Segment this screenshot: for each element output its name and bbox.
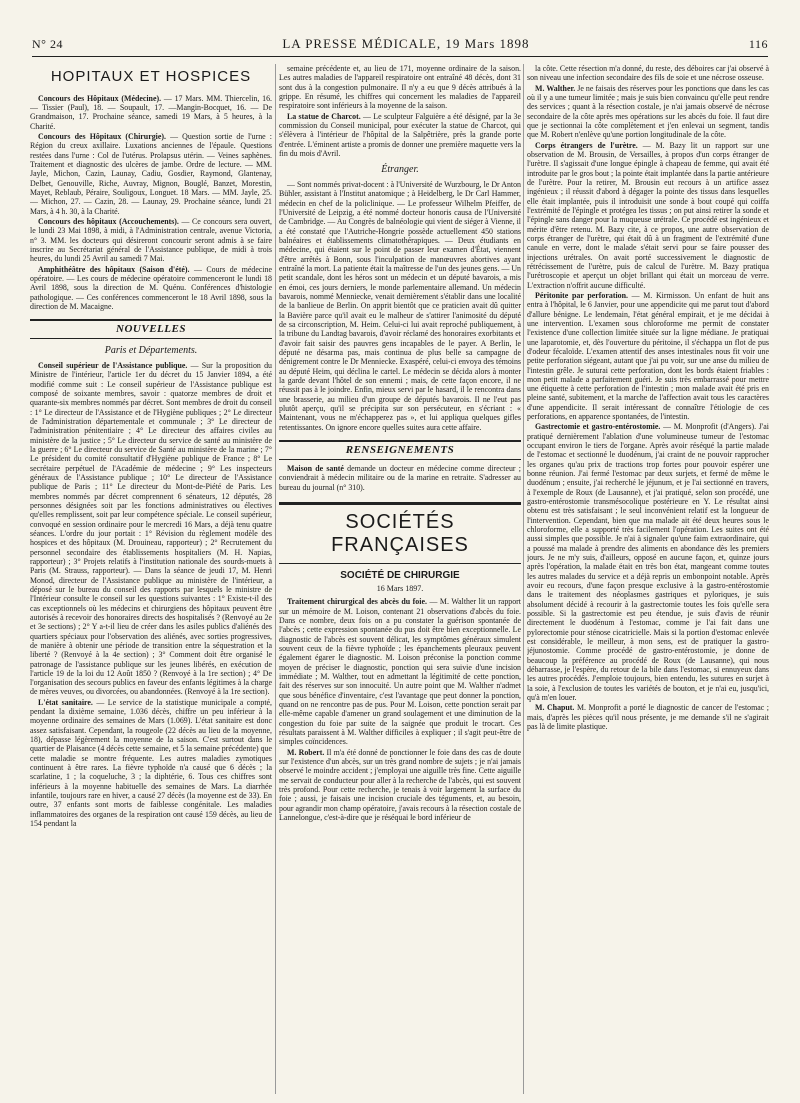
paragraph-group (30, 94, 272, 312)
article-paragraph (30, 265, 272, 312)
article-paragraph (30, 217, 272, 264)
paragraph-group (279, 464, 521, 492)
page-number: 116 (748, 37, 768, 51)
page-header (32, 36, 768, 57)
article-text: demande un docteur en médecine comme directeur ; conviendrait à médecin militaire ou de la marine en retraite. S'adresser au bureau du journal (n° 310). (279, 463, 521, 492)
session-date: 16 Mars 1897. (376, 583, 424, 593)
article-title: Conseil supérieur de l'Assistance publique. (38, 361, 188, 370)
article-paragraph (527, 291, 769, 422)
paragraph-group (30, 361, 272, 828)
societies-heading: SOCIÉTÉS FRANÇAISES (279, 502, 521, 564)
article-paragraph (279, 464, 521, 492)
article-text: — Le service de la statistique municipale a compté, pendant la dixième semaine, 1.036 décès, chiffre un peu inférieur à la moyenne ordinaire des semaines de Mars (1.069). L'état sanitaire est donc assez satisfaisant. Cependant, la rougeole (22 décès au lieu de la moyenne, 18), dépasse légèrement la moyenne de la saison. C'est surtout dans le quartier de Plaisance (4 décès cette semaine, et 5 la semaine précédente) que cette maladie se montre fréquente. Les autres maladies zymotiques continuent à être rares. La fièvre typhoïde n'a causé que 6 décès ; la scarlatine, 1 ; la coqueluche, 3 ; la diphtérie, 6. Tous ces chiffres sont inférieurs à la moyenne habituelle des semaines de Mars. La diarrhée infantile, toujours rare en hiver, a causé 27 décès (la moyenne est de 33). En outre, 37 enfants sont morts de faiblesse congénitale. Les maladies inflammatoires des organes de la respiration ont causé 159 décès, au lieu de 154 pendant la (30, 697, 272, 829)
article-paragraph (527, 84, 769, 140)
article-text: — Cours de médecine opératoire. — Les cours de médecine opératoire commenceront le lundi 18 Avril 1898, sous la direction de M. Quénu. Conférences d'histologie pathologique. — Ces conférences commenceront le 18 Avril 1898, sous la direction de M. Macaigne. (30, 264, 272, 311)
article-paragraph (527, 422, 769, 702)
article-title: Maison de santé (287, 463, 344, 473)
column-2 (279, 64, 521, 1099)
article-text: — Ce concours sera ouvert, le lundi 23 Mai 1898, à midi, à l'Administration centrale, avenue Victoria, n° 3. MM. les docteurs qui désireront concourir seront admis à se faire inscrire au Secrétariat général de l'Assistance publique, de midi à trois heures, du lundi 25 Avril au samedi 7 Mai. (30, 216, 272, 264)
article-text: — M. Walther lit un rapport sur un mémoire de M. Loison, contenant 21 observations d'abcès du foie. Dans ce nombre, deux fois on a pu constater la guérison spontanée de l'abcès ; cette expression spontanée du pus doit être bien exceptionnelle. Le diagnostic de l'abcès est souvent délicat, les symptômes généraux simulent souvent ceux de la fièvre typhoïde ; les épanchements pleuraux peuvent également égarer le diagnostic. M. Loison préconise la ponction comme moyen de préciser le diagnostic, ponction qui sera suivie d'une incision immédiate ; M. Walther, tout en admettant la légitimité de cette ponction, fait des réserves sur son innocuité. Un autre point que M. Walther n'admet que sous bénéfice d'inventaire, c'est l'avantage que peut donner la ponction, quand on ne rencontre pas de pus. Pour M. Loison, cette ponction serait par elle-même capable d'amener un grand soulagement et une diminution de la congestion du foie par suite de la saignée que produit le trocart. Ces résultats paraissent à M. Walther difficiles à expliquer ; il s'agit peut-être de simples coïncidences. (279, 597, 521, 747)
article-text: — M. Kirmisson. Un enfant de huit ans entra à l'hôpital, le 6 Janvier, pour une appendicite qui me parut tout d'abord d'allure bénigne. Le lendemain, l'état général empirait, et je me décidai à une intervention. L'examen sous chloroforme me permit de constater l'existence d'une collection limitée située sur la ligne médiane. Je pratiquai une laparotomie, et, dès l'ouverture du péritoine, il s'échappa un flot de pus d'odeur fécaloïde. L'examen attentif des anses intestinales nous fit voir une petite perforation siégeant, autant que j'ai pu voir, sur une anse du milieu de l'intestin grêle. Je suturai cette perforation, dont les bords étaient friables : mon petit malade a parfaitement guéri. Je suis très embarrassé pour mettre une étiquette à cette perforation de l'intestin ; mon malade avait été pris en pleine santé, subitement, et la marche de l'affection avait tous les caractères d'une appendicite. Il serait intéressant de connaître l'étiologie de ces perforations, en apparence spontanées, de l'intestin. (527, 290, 769, 422)
article-text: — M. Bazy lit un rapport sur une observation de M. Brousin, de Versailles, à propos d'un corps étranger de l'urètre. Il s'agissait d'une longue épingle à chapeau de femme, qui avait été introduite par le gros bout ; la pointe était implantée dans la partie antérieure de l'urètre. Pour la retirer, M. Brousin eut recours à un artifice assez ingénieux ; il réussit d'abord à dégager la pointe des tissus dans lesquelles elle était implantée, puis il introduisit une sonde à bout coupé qui coiffa l'extrémité de l'épingle et protégea les tissus ; on put ainsi retirer la sonde et l'épingle sans danger pour la muqueuse urétrale. Ce procédé est ingénieux et mérite d'être retenu. M. Bazy cite, à ce propos, une autre observation de corps étranger de l'urètre, qui était dû à un fragment de l'extrémité d'une canule en verre, dont le malade s'était servi pour se faire pousser des injections urétrales. On avait porté successivement le diagnostic de rétrécissement de l'urètre, puis de calcul de l'urètre. M. Bazy pratiqua l'urétroscopie et aperçut un objet brillant qui était un morceau de verre. L'extraction n'offrit aucune difficulté. (527, 140, 769, 290)
article-title: Concours des hôpitaux (Accouchements). (38, 216, 179, 226)
column-1 (30, 64, 272, 1099)
article-title: Concours des Hôpitaux (Médecine). (38, 93, 162, 103)
article-title: M. Walther. (535, 83, 576, 93)
paragraph-group (279, 64, 521, 158)
article-title: M. Chaput. (535, 703, 575, 713)
article-paragraph (279, 64, 521, 111)
subsection-heading: Étranger. (381, 164, 419, 176)
article-text: — Sont nommés privat-docent : à l'Université de Wurzbourg, le Dr Anton Bühler, assistant à l'Institut anatomique ; à Heidelberg, le Dr Carl Hammer, médecin en chef de la policlinique. — Le professeur Wilhelm Pfeiffer, de l'Université de Leipzig, a été nommé docteur honoris causa de l'Université de Cambridge. — Au Congrès de balnéologie qui vient de siéger à Vienne, il a été constaté que l'Autriche-Hongrie possède actuellement 450 stations balnéaires et établissements climatothérapiques. — Deux étudiants en médecine, qui étaient sur le point de passer leur examen d'État, viennent d'être arrêtés à Bonn, sous l'inculpation de manœuvres abortives ayant entraîné la mort. La patiente était la maîtresse de l'un des jeunes gens. — Un petit scandale, dont les héros sont un médecin et un député bavarois, a mis en émoi, ces jours derniers, le monde parlementaire allemand. Un médecin bavarois, nommé Menniecke, venait dernièrement s'établir dans une localité de la banlieue de Berlin. On apprit bientôt que ce praticien avait dû quitter la Bavière parce qu'il avait eu le malheur de s'attirer l'animosité du député de sa circonscription, M. Heim. Celui-ci lui avait reproché publiquement, à la tribune du Landtag bavarois, d'avoir réclamé des honoraires exorbitants et d'avoir fait saisir des pauvres gens incapables de le payer. A Berlin, le député ne désarma pas, mais continua de plus belle sa campagne de dénigrement contre le Dr Menniecke. Exaspéré, celui-ci envoya des témoins au député Heim, qui déclina le cartel. Le médecin se décida alors à monter la garde devant l'hôtel de son ennemi ; mais, de cette façon encore, il ne réussit pas à le joindre. Enfin, mieux servi par le hasard, il le rencontra dans une brasserie, au milieu d'un groupe de députés bavarois. Il ne l'eut pas plutôt aperçu, qu'il se précipita sur son persécuteur, en s'écriant : « Maintenant, vous ne m'échapperez pas », et lui appliqua quelques gifles retentissantes. On ignore encore quelles suites aura cette affaire. (279, 180, 521, 432)
society-name: SOCIÉTÉ DE CHIRURGIE (340, 570, 460, 582)
section-heading: NOUVELLES (30, 319, 272, 339)
article-text: — Le sculpteur Falguière a été désigné, par la 3e commission du Conseil municipal, pour exécuter la statue de Charcot, qui s'élèvera à l'intérieur de l'hôpital de la Salpêtrière, près la grande porte d'entrée. L'éminent artiste a promis de donner une première maquette vers la fin du mois d'Avril. (279, 111, 521, 158)
journal-title: LA PRESSE MÉDICALE, 19 Mars 1898 (282, 36, 530, 51)
article-text: semaine précédente et, au lieu de 171, moyenne ordinaire de la saison. Les autres maladies de l'appareil respiratoire ont entraîné 48 décès, dont 31 sont dus à la congestion pulmonaire. Il n'y a eu que 9 décès attribués à la grippe. En résumé, les chiffres qui concernent les maladies de l'appareil respiratoire sont inférieurs à la moyenne de la saison. (279, 64, 521, 111)
article-paragraph (527, 141, 769, 290)
article-title: Traitement chirurgical des abcès du foie. (287, 597, 427, 607)
subsection-heading: Paris et Départements. (104, 345, 198, 357)
article-text: Il m'a été donné de ponctionner le foie dans des cas de doute sur l'existence d'un abcès, sur un très grand nombre de sujets ; je n'ai jamais observé le moindre accident ; j'employai une aiguille très fine. Cette aiguille me servait de conducteur pour aller à la recherche de l'abcès, qui est souvent très profond. Pour cette recherche, je tenais à voir largement la surface du foie ; aussi, je faisais une incision cruciale des téguments, et, au besoin, pour agrandir mon champ opératoire, j'avais recours à la résection costale de Lannelongue, c'est-à-dire que je réséquai le bord inférieur de (279, 747, 521, 822)
article-text: Je ne faisais des réserves pour les ponctions que dans les cas où il y a une tumeur limitée ; mais je suis bien convaincu qu'elle peut rendre des services ; quant à la résection costale, je n'ai jamais observé de nécrose secondaire de la côte après mes opérations sur les abcès du foie. Il faut dire que je sectionnai la côte complètement et j'en enlevai un segment, tandis que M. Robert n'enlève qu'une portion longitudinale de la côte. (527, 83, 769, 140)
article-paragraph (30, 132, 272, 216)
article-paragraph (279, 597, 521, 746)
paragraph-group (279, 180, 521, 432)
article-text: la côte. Cette résection m'a donné, du reste, des déboires car j'ai observé à son niveau une infection secondaire des fils de soie et une nécrose osseuse. (527, 64, 769, 83)
article-title: Corps étrangers de l'urètre. (535, 140, 638, 150)
article-text: — Sur la proposition du Ministre de l'intérieur, l'article 1er du décret du 15 Janvier 1894, a été modifié comme suit : Le conseil supérieur de l'Assistance publique est composé de soixante membres, savoir : quatorze membres de droit et quarante-six membres nommés par décret. Sont membres de droit du conseil : 1° Le directeur de l'Assistance et de l'Hygiène publiques ; 2° Le directeur de l'administration départementale et communale ; 3° Le directeur de l'administration pénitentiaire ; 4° Le directeur des affaires civiles au ministère de la justice ; 5° Le directeur du service de santé au ministère de la guerre ; 6° Le directeur du service de Santé au ministère de la marine ; 7° Le président du comité consultatif d'Hygiène publique de France ; 8° Le secrétaire perpétuel de l'Académie de médecine ; 9° Les inspecteurs généraux de l'Assistance publique ; 10° Le directeur de l'Assistance publique de Paris ; 11° Le directeur du Mont-de-Piété de Paris. Les membres nommés par décret comprennent 6 sénateurs, 12 députés, 28 personnes désignées soit par les fonctions administratives ou électives qu'elles remplissent, soit par leur compétence spéciale. Le conseil supérieur, convoqué en session ordinaire pour le mercredi 16 Mars, a déjà tenu quatre séances. L'ordre du jour portait : 1° Révision du règlement modèle des hospices et des hôpitaux (M. Drouineau, rapporteur) ; 2° Recrutement du personnel secondaire des établissements hospitaliers (M. H. Napias, rapporteur) ; 3° Projets relatifs à l'institution nationale des sourds-muets à Paris (M. Strauss, rapporteur). — Dans la séance de jeudi 17, M. Henri Monod, directeur de l'Assistance publique au ministère de l'intérieur, a déposé sur le bureau du conseil des rapports par lesquels le ministre de l'Intérieur consulte le conseil sur les questions suivantes : 1° Existe-t-il des cas exceptionnels où les médecins et chirurgiens des hôpitaux peuvent être autorisés à recevoir des honoraires directs des hospitalisés ? (Renvoyé au 2e et 3e sections) ; 2° Y a-t-il lieu de créer dans les asiles publics d'aliénés des quartiers spéciaux pour l'observation des aliénés, avec sorties progressives, de manière à obtenir une période de transition entre la séquestration et la liberté ? (Renvoyé à la 4e section) ; 3° Comment doit être organisé le patronage de l'assistance publique sur les jeunes libérés, en exécution de l'article 19 de la loi du 12 Août 1850 ? (Renvoyé à la 1re section) ; 4° De l'organisation des secours publics en faveur des enfants légitimes à la charge de mères veuves, ou divorcées, ou abandonnées. (Renvoyé à la 1re section). (30, 361, 272, 697)
article-title: M. Robert. (287, 747, 325, 757)
article-paragraph (30, 698, 272, 829)
article-title: La statue de Charcot. (287, 111, 361, 121)
article-title: Gastrectomie et gastro-entérostomie. (535, 422, 661, 432)
issue-number: N° 24 (32, 37, 63, 51)
section-heading: RENSEIGNEMENTS (279, 440, 521, 460)
section-heading: HOPITAUX ET HOSPICES (50, 68, 252, 85)
article-paragraph (527, 703, 769, 731)
article-text: — M. Monprofit (d'Angers). J'ai pratiqué dernièrement l'ablation d'une volumineuse tumeur de l'estomac occupant environ le tiers de l'organe. Après avoir réséqué la partie malade de l'estomac et sectionné le duodénum, j'ai craint de ne pouvoir rapprocher les organes qu'au prix de tractions trop fortes pour pouvoir espérer une bonne réunion. J'ai fermé l'estomac par deux surjets, et fermé de même le duodénum ; ensuite, j'ai recherché le jéjunum, et je l'ai sectionné en travers, à l'exemple de Roux (de Lausanne), et j'ai pratiqué, selon son procédé, une gastro-entérostomie transmésocolique postérieure en Y. Le résultat ainsi obtenu est très satisfaisant ; le seul inconvénient relatif est la longueur de l'intervention. Cependant, bien que ma malade ait été deux heures sous le chloroforme, elle a supporté très facilement l'opération. Les suites ont été aussi simples que possible. Je n'ai à signaler qu'une faim extraordinaire, qui a poussé ma malade à prendre des aliments en abondance dès les premiers jours. Je ne m'y suis, d'ailleurs, opposé en aucune façon, et, quinze jours après l'opération, la malade était en très bon état, mangeant comme toutes les autres malades du service et a déjà repris un embonpoint notable. Après avoir eu recours, d'une façon presque exclusive à la gastro-entérostomie dans le traitement des néoplasmes gastriques et pyloriques, je suis absolument décidé à recourir à la gastrectomie toutes les fois qu'elle sera possible. Si la gastrectomie est peu étendue, je suis d'avis de réunir directement le duodénum à l'estomac, comme je l'ai fait dans une pylorectomie pour sténose cicatricielle. Mais si la portion d'estomac enlevée est considérable, le meilleur, à mon sens, est de pratiquer la gastro-jéjunostomie. Comme procédé de gastro-entérostomie, je donne de beaucoup la préférence au procédé de Roux (de Lausanne), qui nous débarrasse, je l'espère, du retour de la bile dans l'estomac, si ennuyeux dans les autres procédés. J'emploie toujours, bien entendu, les sutures en surjet à la soie, à l'exclusion de toutes les variétés de bouton, et je n'ai eu, jusqu'ici, qu'à m'en louer. (527, 422, 769, 702)
paragraph-group (279, 597, 521, 822)
article-title: Amphithéâtre des hôpitaux (Saison d'été). (38, 264, 190, 274)
article-paragraph (279, 112, 521, 159)
article-paragraph (30, 94, 272, 131)
article-text: M. Monprofit a porté le diagnostic de cancer de l'estomac ; mais, d'après les pièces qu'il nous présente, je me demande s'il ne s'agirait pas là de limite plastique. (527, 703, 769, 731)
article-text: — Question sortie de l'urne : Région du creux axillaire. Luxations anciennes de l'épaule. Questions restées dans l'urne : Col de l'utérus. Prolapsus utérin. — Veines saphènes. Traitement et diagnostic des ulcères de jambe. Ordre de lecture. — MM. Jayle, Michon, Cazin, Launay, Cadiu, Gosdier, Raymond, Glantenay, Delbet, Genouville, Riche, Auvray, Mignon, Bouglé, Banzet, Morestin, Mayet, Reblaub, Péraire, Souligoux, Longuet. 18 Mars. — MM. Jayle, 25. — Michon, 27. — Cazin, 28. — Launay, 29. Prochaine séance, lundi 21 Mars, à 4 h. 30, à la Charité. (30, 132, 272, 216)
article-title: Concours des Hôpitaux (Chirurgie). (38, 132, 166, 141)
article-title: L'état sanitaire. (38, 697, 93, 707)
column-rule (275, 64, 276, 1094)
column-rule (523, 64, 524, 1094)
article-text: — 17 Mars. MM. Thiercelin, 16. — Tissier (Paul), 18. — Soupault, 17. —Mangin-Bocquet, 16. — De Grandmaison, 17. Prochaine séance, samedi 19 Mars, à 5 heures, à la Charité. (30, 93, 272, 131)
article-paragraph (279, 748, 521, 823)
article-title: Péritonite par perforation. (535, 290, 628, 300)
article-paragraph (279, 180, 521, 432)
column-3 (527, 64, 769, 1099)
article-paragraph (527, 64, 769, 83)
article-paragraph (30, 361, 272, 697)
paragraph-group (527, 64, 769, 731)
